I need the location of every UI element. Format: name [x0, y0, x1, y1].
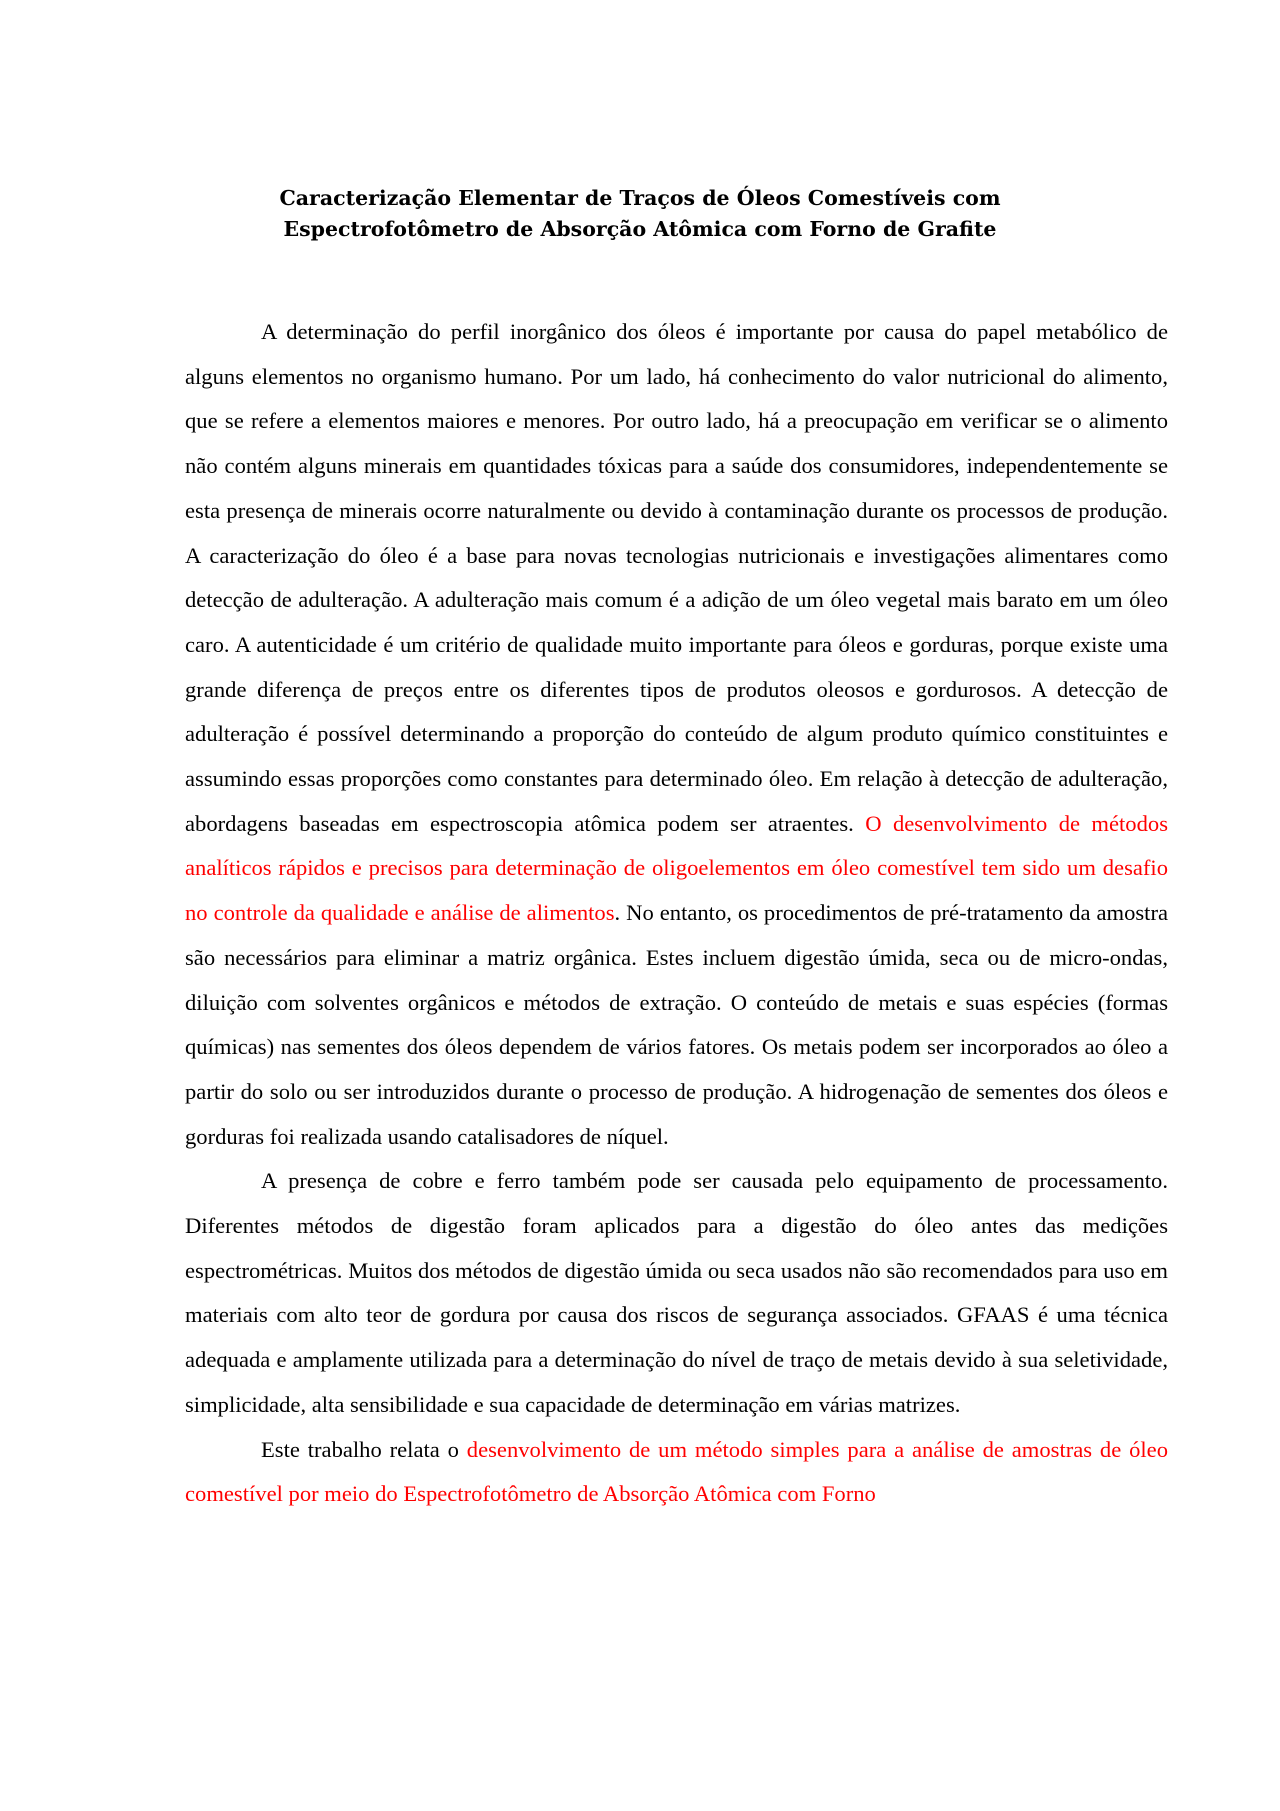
paragraph-3: [185, 1428, 1168, 1517]
paragraph-1-text-end: . No entanto, os procedimentos de pré-tratamento da amostra são necessários para eliminar a matriz orgânica. Estes incluem digestão úmida, seca ou de micro-ondas, diluição com solventes orgânicos e métodos de extração. O conteúdo de metais e suas espécies (formas químicas) nas sementes dos óleos dependem de vários fatores. Os metais podem ser incorporados ao óleo a partir do solo ou ser introduzidos durante o processo de produção. A hidrogenação de sementes dos óleos e gorduras foi realizada usando catalisadores de níquel.: [185, 900, 1168, 1149]
document-body: [185, 310, 1168, 1517]
document-title: Caracterização Elementar de Traços de Óleos Comestíveis com Espectrofotômetro de Absorção Atômica com Forno de Grafite: [279, 186, 1001, 241]
paragraph-1: [185, 310, 1168, 1159]
paragraph-1-text-start: A determinação do perfil inorgânico dos óleos é importante por causa do papel metabólico de alguns elementos no organismo humano. Por um lado, há conhecimento do valor nutricional do alimento, que se refere a elementos maiores e menores. Por outro lado, há a preocupação em verificar se o alimento não contém alguns minerais em quantidades tóxicas para a saúde dos consumidores, independentemente se esta presença de minerais ocorre naturalmente ou devido à contaminação durante os processos de produção. A caracterização do óleo é a base para novas tecnologias nutricionais e investigações alimentares como detecção de adulteração. A adulteração mais comum é a adição de um óleo vegetal mais barato em um óleo caro. A autenticidade é um critério de qualidade muito importante para óleos e gorduras, porque existe uma grande diferença de preços entre os diferentes tipos de produtos oleosos e gordurosos. A detecção de adulteração é possível determinando a proporção do conteúdo de algum produto químico constituintes e assumindo essas proporções como constantes para determinado óleo. Em relação à detecção de adulteração, abordagens baseadas em espectroscopia atômica podem ser atraentes.: [185, 319, 1168, 836]
highlighted-text: O desenvolvimento de métodos analíticos rápidos e precisos para determinação de oligoelementos em óleo comestível tem sido um desafio no controle da qualidade e análise de alimentos: [185, 810, 1168, 926]
highlighted-text: desenvolvimento de um método simples para a análise de amostras de óleo comestível por meio do Espectrofotômetro de Absorção Atômica com Forno: [185, 1436, 1169, 1507]
paragraph-3-text-start: Este trabalho relata o: [261, 1436, 467, 1462]
paragraph-2: A presença de cobre e ferro também pode ser causada pelo equipamento de processamento. Diferentes métodos de digestão foram aplicados para a digestão do óleo antes das medições espectrométricas. Muitos dos métodos de digestão úmida ou seca usados não são recomendados para uso em materiais com alto teor de gordura por causa dos riscos de segurança associados. GFAAS é uma técnica adequada e amplamente utilizada para a determinação do nível de traço de metais devido à sua seletividade, simplicidade, alta sensibilidade e sua capacidade de determinação em várias matrizes.: [185, 1168, 1168, 1417]
